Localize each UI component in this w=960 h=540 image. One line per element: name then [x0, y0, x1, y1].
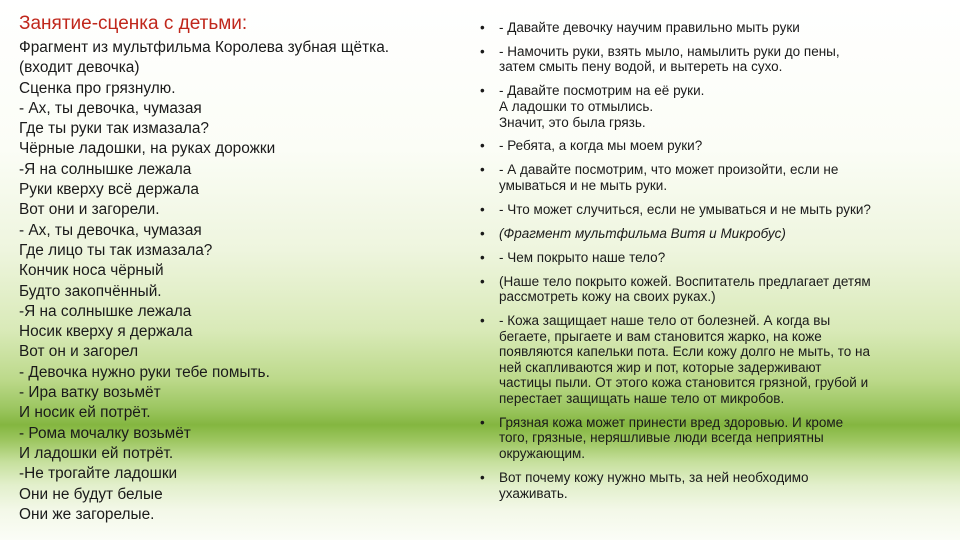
bullet-icon: • — [480, 20, 485, 35]
scene-line: И носик ей потрёт. — [19, 404, 151, 422]
scene-line: Они же загорелые. — [19, 505, 155, 523]
scene-line: -Я на солнышке лежала — [19, 302, 192, 320]
bullet-item — [480, 313, 950, 407]
scene-line: - Девочка нужно руки тебе помыть. — [19, 363, 270, 381]
bullet-icon: • — [480, 273, 485, 289]
bullet-item — [480, 226, 950, 242]
scene-line: - Рома мочалку возьмёт — [19, 424, 191, 442]
scene-line: Кончик носа чёрный — [19, 262, 164, 280]
scene-line: -Я на солнышке лежала — [19, 160, 192, 178]
bullet-text: Вот почему кожу нужно мыть, за ней необходимо ухаживать. — [499, 469, 809, 501]
scene-line: Будто закопчённый. — [19, 282, 162, 300]
bullet-icon: • — [480, 414, 485, 430]
bullet-text: - Ребята, а когда мы моем руки? — [499, 138, 703, 154]
bullet-text: - Давайте девочку научим правильно мыть руки — [499, 20, 800, 35]
bullet-icon: • — [480, 162, 485, 178]
scene-line: Чёрные ладошки, на руках дорожки — [19, 140, 276, 158]
bullet-icon: • — [480, 312, 485, 328]
scene-line: - Ира ватку возьмёт — [19, 384, 161, 402]
bullet-item — [480, 202, 950, 218]
scene-line: Где лицо ты так измазала? — [19, 241, 213, 259]
bullet-icon: • — [480, 83, 485, 99]
bullet-icon: • — [480, 201, 485, 217]
slide-title: Занятие-сценка с детьми: — [19, 13, 248, 34]
scene-line: (входит девочка) — [19, 59, 140, 77]
bullet-item — [480, 162, 950, 193]
scene-line: Вот они и загорели. — [19, 201, 160, 219]
scene-line: Сценка про грязнулю. — [19, 79, 176, 97]
bullet-text: (Фрагмент мультфильма Витя и Микробус) — [499, 225, 786, 241]
bullet-item — [480, 250, 950, 266]
scene-line: Руки кверху всё держала — [19, 181, 199, 199]
bullet-icon: • — [480, 138, 485, 154]
bullet-text: - А давайте посмотрим, что может произойти, если не умываться и не мыть руки. — [499, 162, 839, 193]
scene-line: - Ах, ты девочка, чумазая — [19, 221, 202, 239]
bullet-text: Грязная кожа может принести вред здоровью. И кроме того, грязные, неряшливые люди всегда неприятны окружающим. — [499, 414, 844, 462]
scene-line: Носик кверху я держала — [19, 323, 193, 341]
bullet-item — [480, 138, 950, 154]
bullet-icon: • — [480, 249, 485, 265]
scene-column — [19, 13, 464, 525]
lesson-bullet-list — [480, 20, 950, 509]
bullet-item — [480, 274, 950, 305]
bullet-item — [480, 83, 950, 130]
bullet-text: - Кожа защищает наше тело от болезней. А когда вы бегаете, прыгаете и вам становится жарко, на коже появляются капельки пота. Если кожу долго не мыть, то на ней скапливаются жир и пот, которые задерживают частицы пыли. От этого кожа становится грязной, грубой и перестает защищать наше тело от микробов. — [499, 312, 870, 406]
scene-line: - Ах, ты девочка, чумазая — [19, 99, 202, 117]
scene-line: Фрагмент из мультфильма Королева зубная щётка. — [19, 39, 390, 56]
scene-line: Они не будут белые — [19, 485, 163, 503]
bullet-icon: • — [480, 43, 485, 59]
bullet-text: - Что может случиться, если не умываться и не мыть руки? — [499, 201, 871, 217]
bullet-text: - Давайте посмотрим на её руки. А ладошки то отмылись. Значит, это была грязь. — [499, 83, 705, 130]
bullet-item — [480, 470, 950, 501]
bullet-text: (Наше тело покрыто кожей. Воспитатель предлагает детям рассмотреть кожу на своих руках.) — [499, 273, 871, 305]
scene-line: Где ты руки так измазала? — [19, 120, 209, 138]
scene-line: И ладошки ей потрёт. — [19, 444, 174, 462]
bullet-item — [480, 20, 950, 36]
bullet-text: - Чем покрыто наше тело? — [499, 249, 666, 265]
bullet-text: - Намочить руки, взять мыло, намылить руки до пены, затем смыть пену водой, и вытереть на сухо. — [499, 43, 840, 75]
bullet-icon: • — [480, 469, 485, 485]
bullet-icon: • — [480, 225, 485, 241]
scene-line: Вот он и загорел — [19, 343, 139, 361]
bullet-item — [480, 415, 950, 462]
bullet-item — [480, 44, 950, 75]
scene-line: -Не трогайте ладошки — [19, 465, 178, 483]
